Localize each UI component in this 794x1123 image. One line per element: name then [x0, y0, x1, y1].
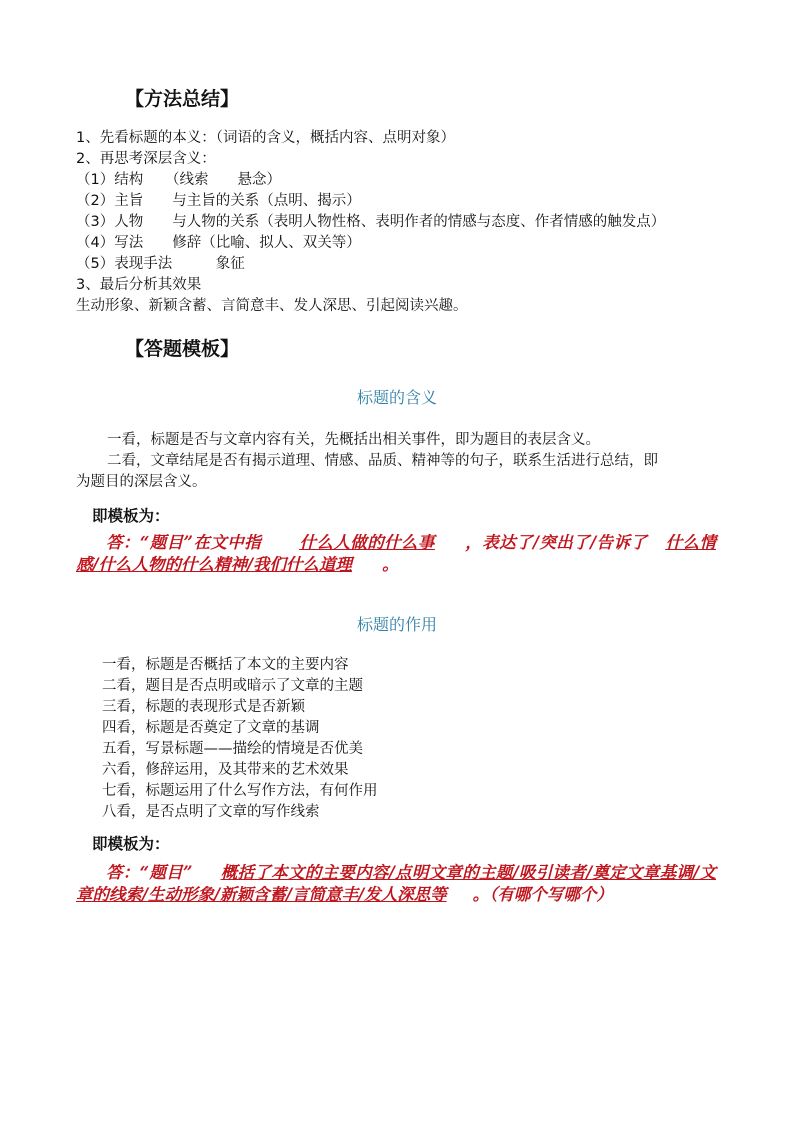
function-item-6: 六看，修辞运用，及其带来的艺术效果: [102, 762, 349, 778]
function-item-2: 二看，题目是否点明或暗示了文章的主题: [102, 678, 363, 694]
function-item-7: 七看，标题运用了什么写作方法，有何作用: [102, 783, 378, 799]
meaning-answer-blank-2: 什么情感/什么人物的什么精神/我们什么道理: [76, 533, 717, 574]
method-line-8: 3、最后分析其效果: [76, 277, 202, 293]
method-line-5: （3）人物 与人物的关系（表明人物性格、表明作者的情感与态度、作者情感的触发点）: [76, 214, 666, 230]
meaning-answer-blank-1: 什么人做的什么事: [299, 533, 435, 552]
function-item-5: 五看，写景标题——描绘的情境是否优美: [102, 741, 363, 757]
method-line-7: （5）表现手法 象征: [76, 256, 245, 272]
meaning-answer-mid: ，表达了/突出了/告诉了: [464, 533, 648, 552]
method-line-4: （2）主旨 与主旨的关系（点明、揭示）: [76, 193, 361, 209]
function-answer: [76, 862, 716, 906]
method-line-1: 1、先看标题的本义：（词语的含义，概括内容、点明对象）: [76, 130, 455, 146]
function-item-1: 一看，标题是否概括了本文的主要内容: [102, 657, 349, 673]
method-line-3: （1）结构 （线索 悬念）: [76, 172, 281, 188]
meaning-answer: [76, 532, 716, 576]
method-line-9: 生动形象、新颖含蓄、言简意丰、发人深思、引起阅读兴趣。: [76, 298, 468, 314]
function-answer-lead: 答：“题目”: [106, 863, 193, 882]
function-answer-blank: 概括了本文的主要内容/点明文章的主题/吸引读者/奠定文章基调/文章的线索/生动形象/新颖含蓄/言简意丰/发人深思等: [76, 863, 717, 904]
function-item-3: 三看，标题的表现形式是否新颖: [102, 699, 305, 715]
function-item-4: 四看，标题是否奠定了文章的基调: [102, 720, 320, 736]
function-title: 标题的作用: [356, 615, 437, 634]
method-heading: 【方法总结】: [125, 88, 240, 110]
meaning-title: 标题的含义: [356, 388, 437, 407]
meaning-para-2a: 二看，文章结尾是否有揭示道理、情感、品质、精神等的句子，联系生活进行总结，即: [107, 453, 658, 469]
meaning-para-1: 一看，标题是否与文章内容有关，先概括出相关事件，即为题目的表层含义。: [107, 432, 600, 448]
meaning-answer-end: 。: [382, 555, 399, 574]
meaning-para-2b: 为题目的深层含义。: [76, 474, 207, 490]
method-line-6: （4）写法 修辞（比喻、拟人、双关等）: [76, 235, 361, 251]
method-line-2: 2、再思考深层含义：: [76, 151, 216, 167]
function-answer-end: 。（有哪个写哪个）: [472, 885, 613, 904]
template-heading: 【答题模板】: [125, 338, 240, 360]
meaning-answer-lead: 答：“题目”在文中指: [106, 533, 262, 552]
meaning-template-label: 即模板为：: [92, 507, 170, 525]
function-template-label: 即模板为：: [92, 835, 170, 853]
function-item-8: 八看，是否点明了文章的写作线索: [102, 804, 320, 820]
